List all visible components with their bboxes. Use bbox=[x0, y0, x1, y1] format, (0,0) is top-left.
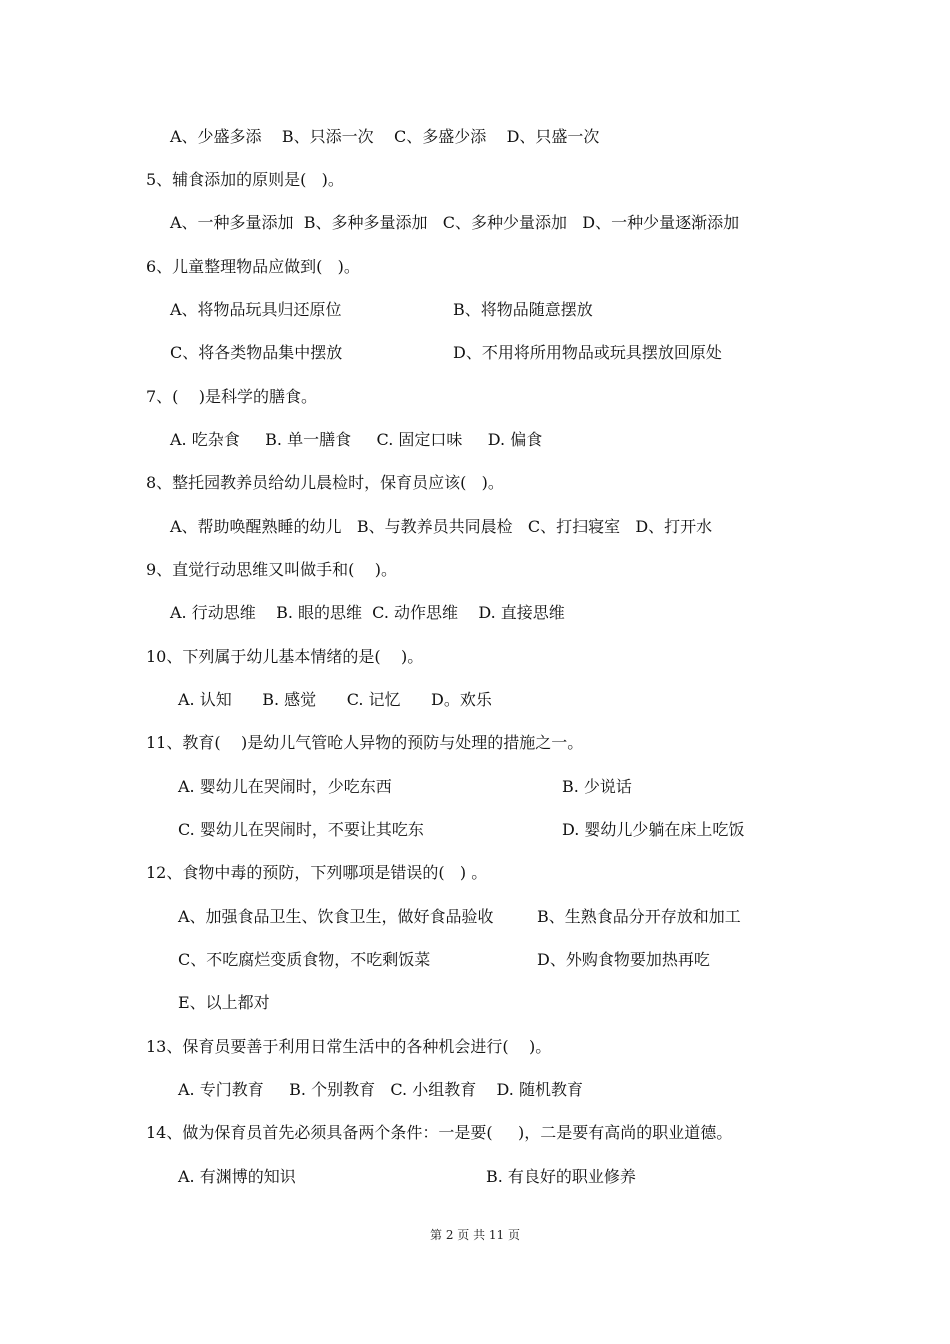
q8-options: A、帮助唤醒熟睡的幼儿 B、与教养员共同晨检 C、打扫寝室 D、打开水 bbox=[170, 517, 713, 536]
q6-option-c: C、将各类物品集中摆放 bbox=[170, 343, 343, 362]
question-8: 8、整托园教养员给幼儿晨检时，保育员应该( )。 bbox=[146, 473, 504, 492]
q12-option-b: B、生熟食品分开存放和加工 bbox=[537, 907, 741, 926]
question-5: 5、辅食添加的原则是( )。 bbox=[146, 170, 344, 189]
page-footer: 第 2 页 共 11 页 bbox=[430, 1228, 520, 1242]
q14-option-a: A. 有渊博的知识 bbox=[178, 1167, 296, 1186]
q14-option-b: B. 有良好的职业修养 bbox=[486, 1167, 636, 1186]
q11-option-a: A. 婴幼儿在哭闹时，少吃东西 bbox=[178, 777, 392, 796]
q4-options: A、少盛多添 B、只添一次 C、多盛少添 D、只盛一次 bbox=[170, 127, 600, 146]
q11-option-b: B. 少说话 bbox=[562, 777, 632, 796]
q5-options: A、一种多量添加 B、多种多量添加 C、多种少量添加 D、一种少量逐渐添加 bbox=[170, 213, 740, 232]
q6-option-b: B、将物品随意摆放 bbox=[453, 300, 593, 319]
question-13: 13、保育员要善于利用日常生活中的各种机会进行( )。 bbox=[146, 1037, 552, 1056]
question-12: 12、食物中毒的预防，下列哪项是错误的( ) 。 bbox=[146, 863, 488, 882]
question-10: 10、下列属于幼儿基本情绪的是( )。 bbox=[146, 647, 424, 666]
q12-option-e: E、以上都对 bbox=[178, 993, 270, 1012]
q12-option-d: D、外购食物要加热再吃 bbox=[537, 950, 710, 969]
q6-option-a: A、将物品玩具归还原位 bbox=[170, 300, 342, 319]
q11-option-c: C. 婴幼儿在哭闹时，不要让其吃东 bbox=[178, 820, 424, 839]
question-6: 6、儿童整理物品应做到( )。 bbox=[146, 257, 360, 276]
question-14: 14、做为保育员首先必须具备两个条件：一是要( )，二是要有高尚的职业道德。 bbox=[146, 1123, 733, 1142]
q12-option-c: C、不吃腐烂变质食物，不吃剩饭菜 bbox=[178, 950, 431, 969]
q6-option-d: D、不用将所用物品或玩具摆放回原处 bbox=[453, 343, 722, 362]
q9-options: A. 行动思维 B. 眼的思维 C. 动作思维 D. 直接思维 bbox=[170, 603, 565, 622]
q7-options: A. 吃杂食 B. 单一膳食 C. 固定口味 D. 偏食 bbox=[170, 430, 543, 449]
q11-option-d: D. 婴幼儿少躺在床上吃饭 bbox=[562, 820, 745, 839]
question-11: 11、教育( )是幼儿气管呛人异物的预防与处理的措施之一。 bbox=[146, 733, 584, 752]
q12-option-a: A、加强食品卫生、饮食卫生，做好食品验收 bbox=[178, 907, 494, 926]
question-7: 7、( )是科学的膳食。 bbox=[146, 387, 318, 406]
q13-options: A. 专门教育 B. 个别教育 C. 小组教育 D. 随机教育 bbox=[178, 1080, 583, 1099]
q10-options: A. 认知 B. 感觉 C. 记忆 D。欢乐 bbox=[178, 690, 492, 709]
question-9: 9、直觉行动思维又叫做手和( )。 bbox=[146, 560, 398, 579]
